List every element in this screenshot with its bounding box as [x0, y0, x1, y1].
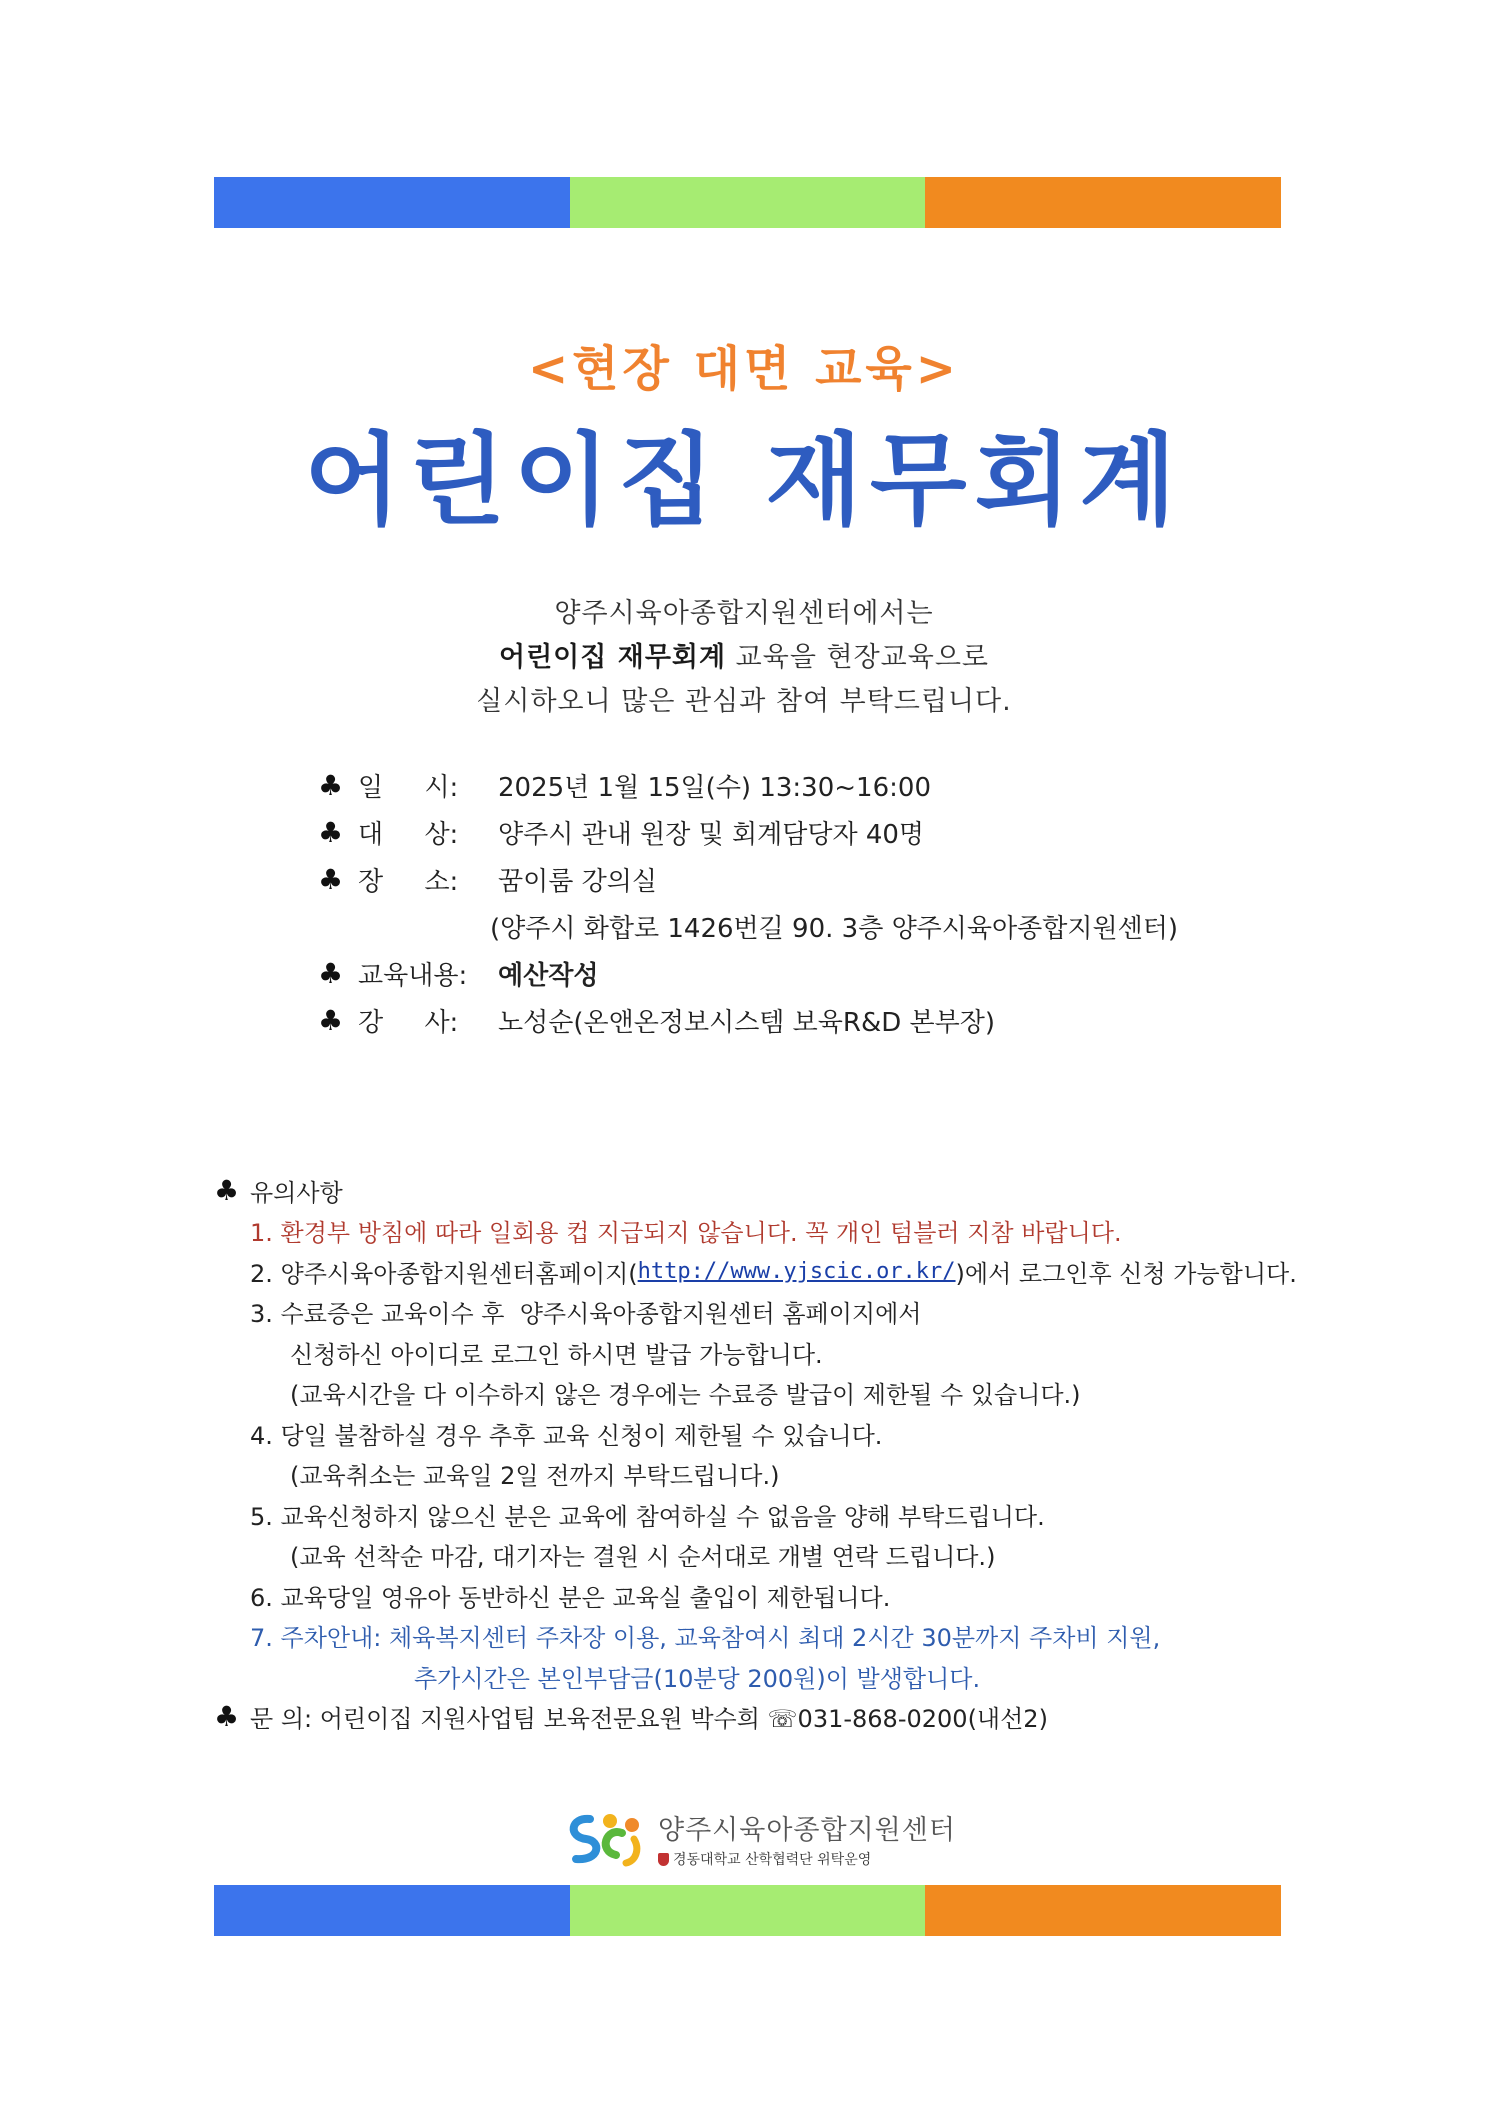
- bar-segment-blue: [214, 1885, 570, 1936]
- contact-text: 문 의: 어린이집 지원사업팀 보육전문요원 박수희 ☏031-868-0200(내선2): [250, 1705, 1048, 1734]
- club-icon: ♣: [318, 1004, 344, 1037]
- club-icon: ♣: [318, 863, 344, 896]
- bar-segment-green: [570, 1885, 926, 1936]
- note-5: 5. 교육신청하지 않으신 분은 교육에 참여하실 수 없음을 양해 부탁드립니다.: [250, 1502, 1045, 1531]
- place-address: (양주시 화합로 1426번길 90. 3층 양주시육아종합지원센터): [490, 914, 1178, 944]
- info-list: [318, 762, 1178, 1044]
- info-row-lecturer: [318, 997, 1178, 1044]
- place-value: 꿈이룸 강의실: [498, 867, 657, 897]
- club-icon: ♣: [318, 957, 344, 990]
- bottom-color-bar: [214, 1885, 1281, 1936]
- note-7: 7. 주차안내: 체육복지센터 주차장 이용, 교육참여시 최대 2시간 30분까지 주차비 지원,: [250, 1624, 1161, 1653]
- operator-text: 경동대학교 산학협력단 위탁운영: [673, 1852, 872, 1868]
- bar-segment-orange: [925, 177, 1281, 228]
- page-subtitle: <현장 대면 교육>: [527, 341, 961, 397]
- club-icon: ♣: [214, 1700, 240, 1734]
- note-7-line-2: 추가시간은 본인부담금(10분당 200원)이 발생합니다.: [414, 1664, 981, 1693]
- homepage-link[interactable]: http://www.yjscic.or.kr/: [637, 1258, 956, 1284]
- notes-section: [214, 1170, 1297, 1737]
- notes-heading-row: [214, 1170, 1297, 1211]
- intro-line-2: [0, 636, 1488, 680]
- target-label: 대 상:: [358, 820, 459, 850]
- info-row-date: [318, 762, 1178, 809]
- intro-line-1: 양주시육아종합지원센터에서는: [554, 598, 934, 629]
- org-logo: [560, 1808, 956, 1869]
- target-value: 양주시 관내 원장 및 회계담당자 40명: [498, 820, 925, 850]
- lecturer-value: 노성순(온앤온정보시스템 보육R&D 본부장): [498, 1008, 996, 1038]
- note-3-line-3: (교육시간을 다 이수하지 않은 경우에는 수료증 발급이 제한될 수 있습니다.): [290, 1381, 1081, 1410]
- intro-text: [0, 592, 1488, 724]
- note-2-pre: 2. 양주시육아종합지원센터홈페이지(: [250, 1259, 638, 1288]
- content-label: 교육내용:: [358, 961, 468, 991]
- note-6: 6. 교육당일 영유아 동반하신 분은 교육실 출입이 제한됩니다.: [250, 1583, 891, 1612]
- page-title: 어린이집 재무회계: [304, 422, 1184, 539]
- club-icon: ♣: [318, 769, 344, 802]
- bar-segment-orange: [925, 1885, 1281, 1936]
- note-3-line-2: 신청하신 아이디로 로그인 하시면 발급 가능합니다.: [290, 1340, 823, 1369]
- university-shield-icon: [658, 1853, 669, 1866]
- intro-line-3: 실시하오니 많은 관심과 참여 부탁드립니다.: [476, 686, 1012, 717]
- date-value: 2025년 1월 15일(수) 13:30~16:00: [498, 773, 931, 803]
- info-row-target: [318, 809, 1178, 856]
- bar-segment-green: [570, 177, 926, 228]
- note-2: [214, 1251, 1297, 1292]
- club-icon: ♣: [318, 816, 344, 849]
- club-icon: ♣: [214, 1173, 240, 1207]
- note-5-line-2: (교육 선착순 마감, 대기자는 결원 시 순서대로 개별 연락 드립니다.): [290, 1543, 996, 1572]
- content-value: 예산작성: [498, 961, 599, 991]
- operator-line: [658, 1849, 956, 1869]
- date-label: 일 시:: [358, 773, 459, 803]
- info-row-address: [318, 903, 1178, 950]
- intro-line-2-rest: 교육을 현장교육으로: [726, 642, 989, 673]
- contact-row: [214, 1697, 1297, 1738]
- org-logo-icon: [560, 1809, 652, 1869]
- bar-segment-blue: [214, 177, 570, 228]
- note-4-line-2: (교육취소는 교육일 2일 전까지 부탁드립니다.): [290, 1462, 780, 1491]
- notes-heading: 유의사항: [250, 1178, 343, 1207]
- intro-line-2-bold: 어린이집 재무회계: [499, 642, 727, 673]
- org-name: 양주시육아종합지원센터: [658, 1815, 956, 1846]
- note-1: 1. 환경부 방침에 따라 일회용 컵 지급되지 않습니다. 꼭 개인 텀블러 지참 바랍니다.: [250, 1219, 1122, 1248]
- lecturer-label: 강 사:: [358, 1008, 459, 1038]
- org-logo-text: [658, 1808, 956, 1869]
- info-row-content: [318, 950, 1178, 997]
- note-3: 3. 수료증은 교육이수 후 양주시육아종합지원센터 홈페이지에서: [250, 1300, 922, 1329]
- note-4: 4. 당일 불참하실 경우 추후 교육 신청이 제한될 수 있습니다.: [250, 1421, 883, 1450]
- info-row-place: [318, 856, 1178, 903]
- place-label: 장 소:: [358, 867, 459, 897]
- top-color-bar: [214, 177, 1281, 228]
- note-2-post: )에서 로그인후 신청 가능합니다.: [955, 1259, 1297, 1288]
